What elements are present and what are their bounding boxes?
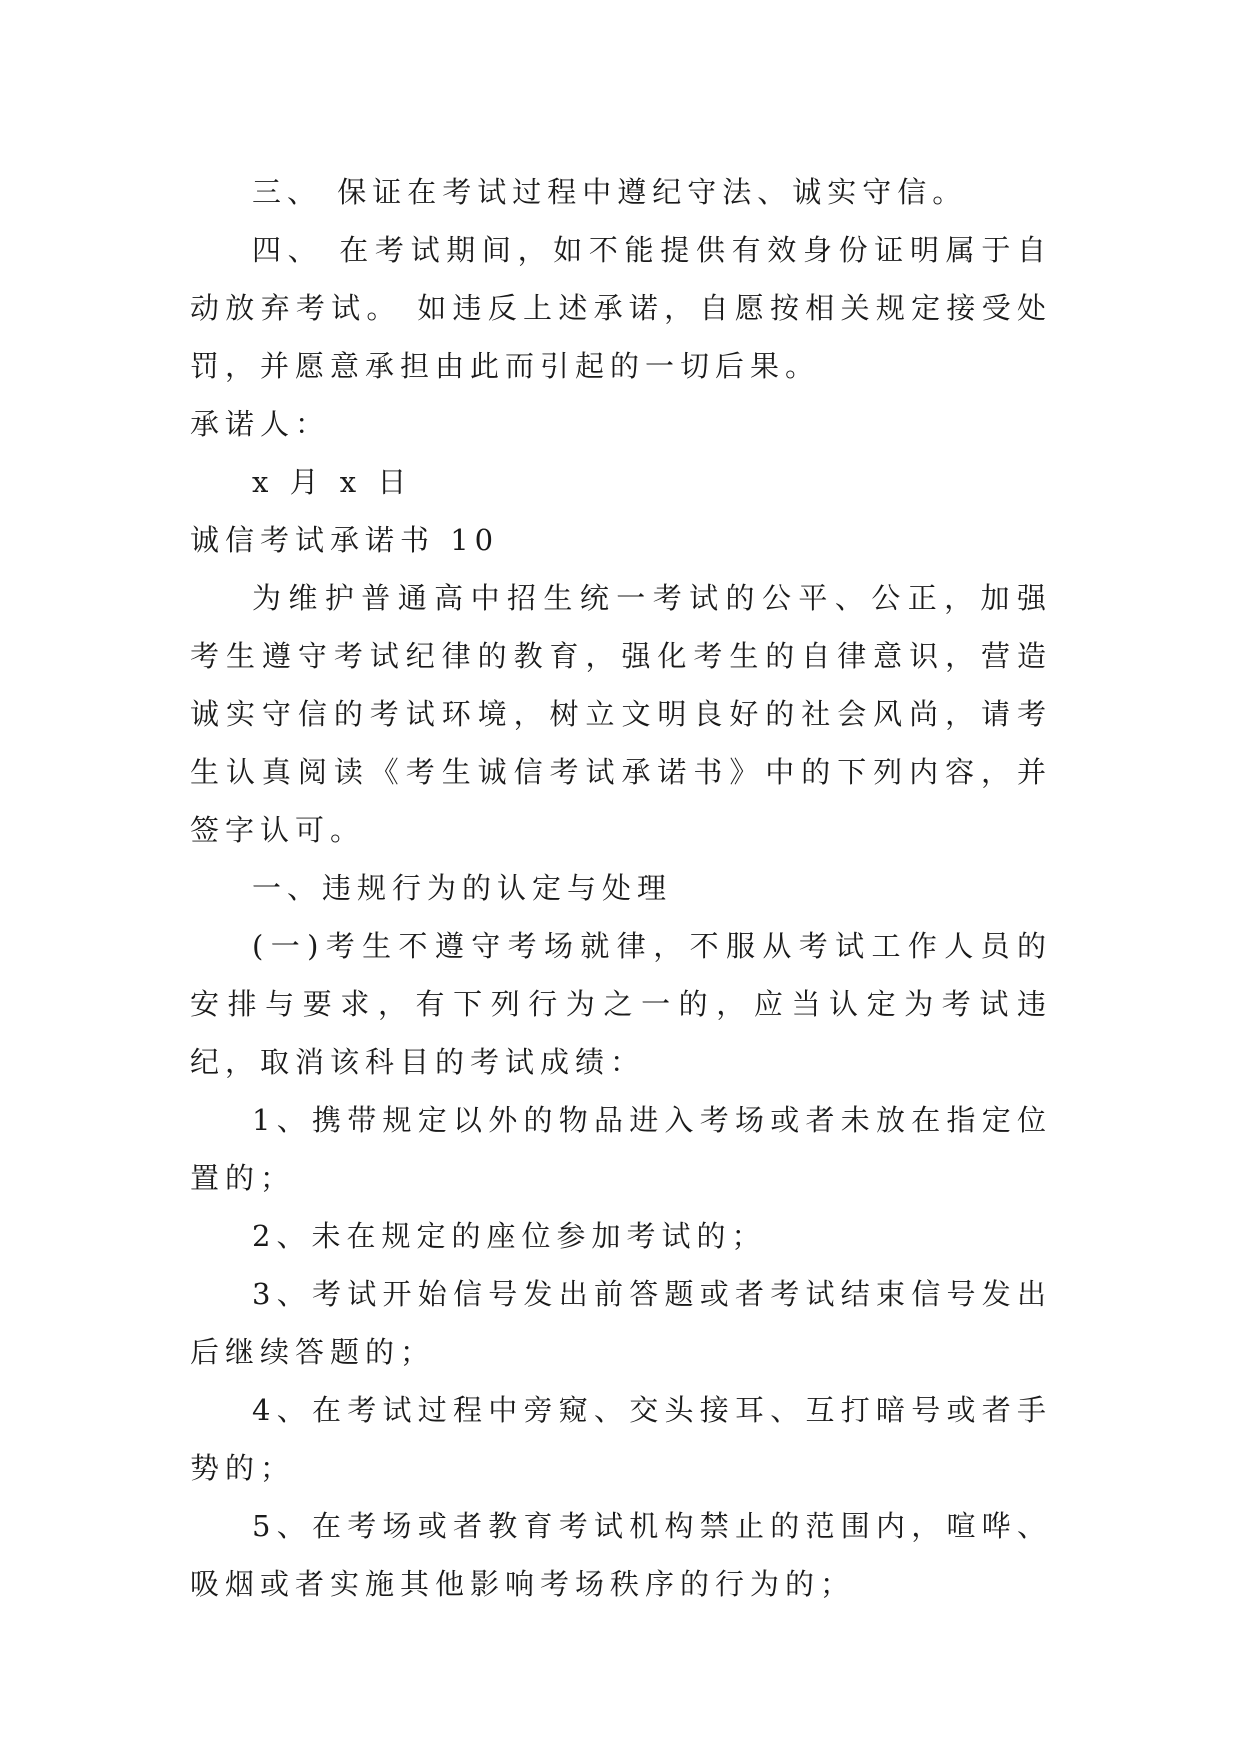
document-body — [190, 163, 1052, 1613]
list-item-5: 5、在考场或者教育考试机构禁止的范围内，喧哗、吸烟或者实施其他影响考场秩序的行为的； — [190, 1509, 1052, 1601]
list-item-1: 1、携带规定以外的物品进入考场或者未放在指定位置的； — [190, 1103, 1052, 1195]
list-item-3: 3、考试开始信号发出前答题或者考试结束信号发出后继续答题的； — [190, 1277, 1052, 1369]
date-line: x 月 x 日 — [252, 465, 413, 499]
signer-label: 承诺人： — [190, 407, 331, 441]
heading-violations: 一、违规行为的认定与处理 — [252, 871, 673, 905]
list-item-4: 4、在考试过程中旁窥、交头接耳、互打暗号或者手势的； — [190, 1393, 1052, 1485]
paragraph-clause-4: 四、 在考试期间，如不能提供有效身份证明属于自动放弃考试。 如违反上述承诺，自愿按相关规定接受处罚，并愿意承担由此而引起的一切后果。 — [190, 233, 1052, 383]
list-item-2: 2、未在规定的座位参加考试的； — [252, 1219, 767, 1253]
section-title: 诚信考试承诺书 10 — [190, 523, 500, 557]
paragraph-clause-3: 三、 保证在考试过程中遵纪守法、诚实守信。 — [252, 175, 968, 209]
paragraph-rule-1: (一)考生不遵守考场就律，不服从考试工作人员的安排与要求，有下列行为之一的，应当认定为考试违纪，取消该科目的考试成绩： — [190, 929, 1052, 1079]
paragraph-intro: 为维护普通高中招生统一考试的公平、公正，加强考生遵守考试纪律的教育，强化考生的自律意识，营造诚实守信的考试环境，树立文明良好的社会风尚，请考生认真阅读《考生诚信考试承诺书》中的下列内容，并签字认可。 — [190, 581, 1052, 847]
